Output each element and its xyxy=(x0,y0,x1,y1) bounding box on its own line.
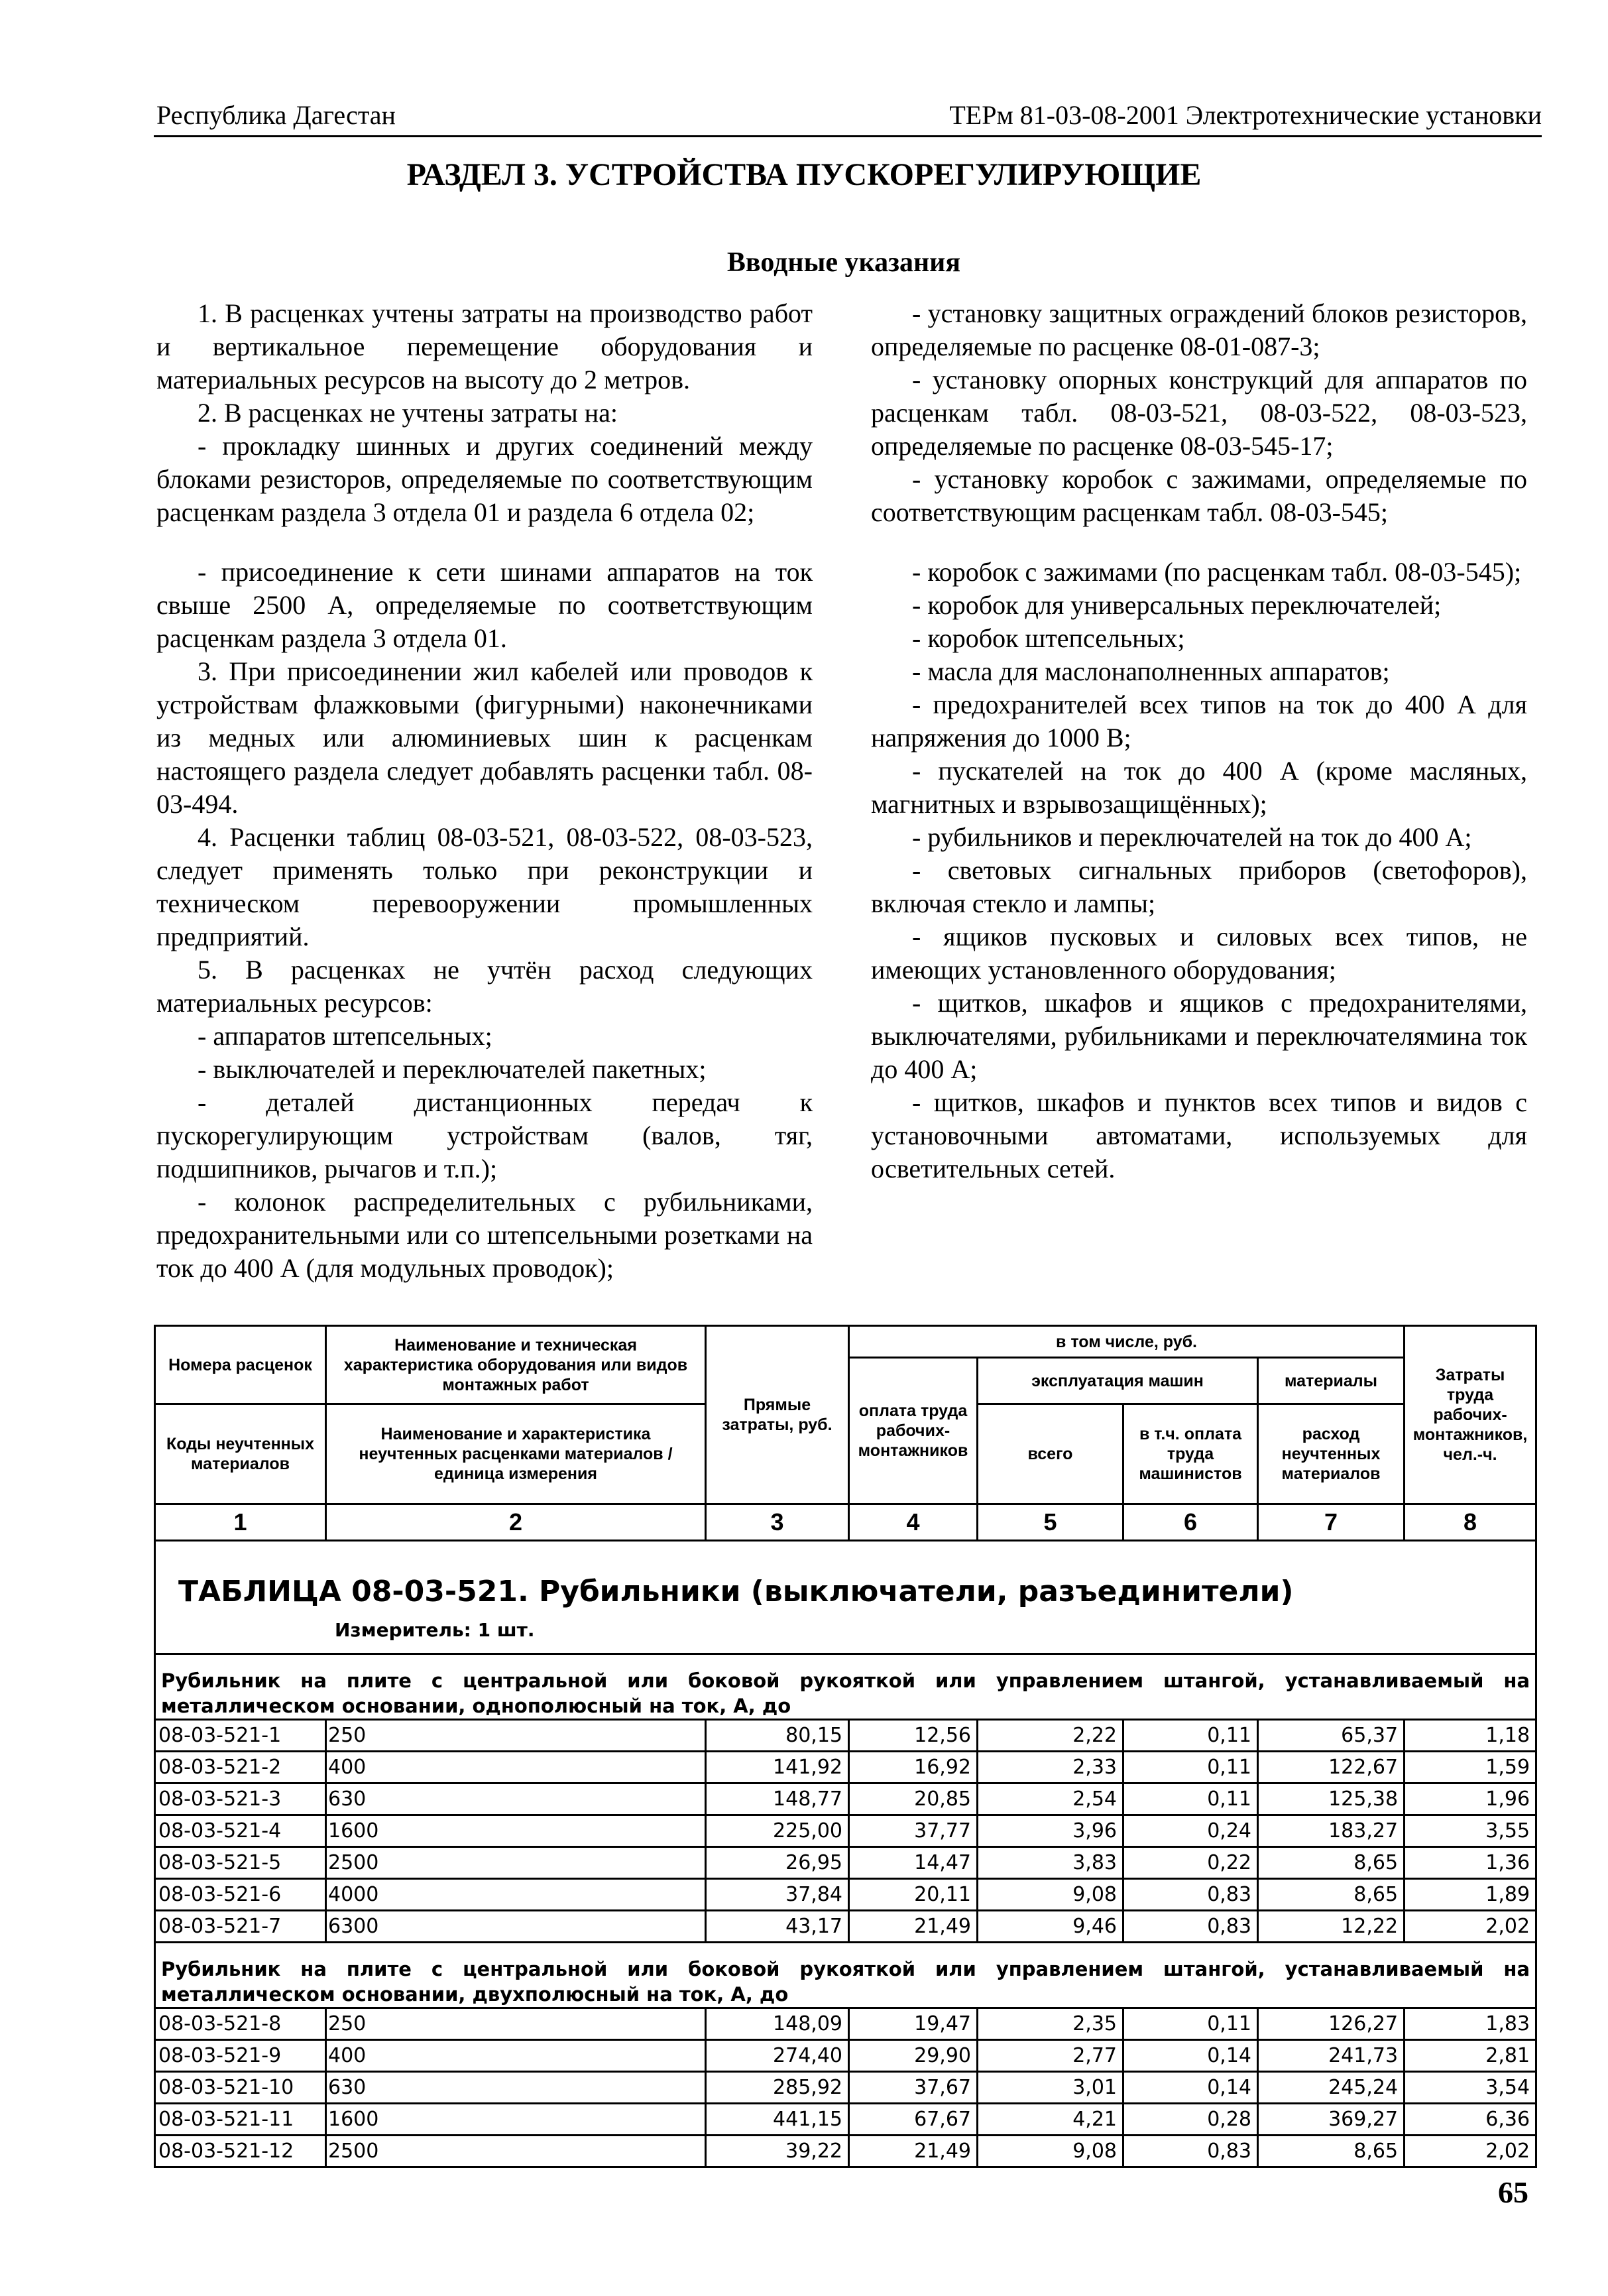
direct-costs: 274,40 xyxy=(706,2040,849,2072)
machines-total: 2,77 xyxy=(978,2040,1123,2072)
column-bottom-right xyxy=(871,556,1527,1185)
machinist-pay: 0,11 xyxy=(1123,1783,1258,1815)
machinist-pay: 0,11 xyxy=(1123,2008,1258,2040)
page-number: 65 xyxy=(1498,2175,1528,2209)
header-incl-machinist: в т.ч. оплата труда машинистов xyxy=(1123,1404,1258,1504)
table-row xyxy=(155,1752,1536,1783)
labor-hours: 3,55 xyxy=(1405,1815,1536,1847)
machines-total: 3,01 xyxy=(978,2072,1123,2104)
machines-total: 9,08 xyxy=(978,1879,1123,1911)
labor-hours: 6,36 xyxy=(1405,2104,1536,2136)
rate-code: 08-03-521-4 xyxy=(155,1815,326,1847)
direct-costs: 225,00 xyxy=(706,1815,849,1847)
header-including: в том числе, руб. xyxy=(849,1326,1405,1358)
rate-code: 08-03-521-7 xyxy=(155,1911,326,1943)
materials: 126,27 xyxy=(1258,2008,1405,2040)
current-rating: 630 xyxy=(326,1783,706,1815)
column-number: 1 xyxy=(155,1504,326,1541)
machines-total: 9,46 xyxy=(978,1911,1123,1943)
labor-pay: 20,85 xyxy=(849,1783,978,1815)
paragraph: 2. В расценках не учтены затраты на: xyxy=(198,398,618,428)
machines-total: 2,35 xyxy=(978,2008,1123,2040)
machinist-pay: 0,22 xyxy=(1123,1847,1258,1879)
table-row xyxy=(155,1783,1536,1815)
table-row xyxy=(155,2040,1536,2072)
table-row xyxy=(155,1847,1536,1879)
paragraph: - рубильников и переключателей на ток до 400 А; xyxy=(912,822,1472,852)
labor-pay: 21,49 xyxy=(849,2136,978,2167)
paragraph: - деталей дистанционных передач к пускорегулирующим устройствам (валов, тяг, подшипников, рычагов и т.п.); xyxy=(156,1087,813,1183)
labor-hours: 1,36 xyxy=(1405,1847,1536,1879)
machinist-pay: 0,28 xyxy=(1123,2104,1258,2136)
paragraph: - пускателей на ток до 400 А (кроме масляных, магнитных и взрывозащищённых); xyxy=(871,756,1527,819)
column-number: 3 xyxy=(706,1504,849,1541)
paragraph: - установку защитных ограждений блоков резисторов, определяемые по расценке 08-01-087-3; xyxy=(871,298,1527,361)
paragraph: - масла для маслонаполненных аппаратов; xyxy=(912,656,1390,686)
rate-code: 08-03-521-2 xyxy=(155,1752,326,1783)
machines-total: 3,83 xyxy=(978,1847,1123,1879)
labor-pay: 67,67 xyxy=(849,2104,978,2136)
labor-hours: 1,83 xyxy=(1405,2008,1536,2040)
machinist-pay: 0,83 xyxy=(1123,2136,1258,2167)
rates-table xyxy=(154,1325,1537,2168)
direct-costs: 148,09 xyxy=(706,2008,849,2040)
paragraph: - коробок для универсальных переключателей; xyxy=(912,590,1442,620)
materials: 241,73 xyxy=(1258,2040,1405,2072)
machinist-pay: 0,83 xyxy=(1123,1911,1258,1943)
column-number: 6 xyxy=(1123,1504,1258,1541)
labor-pay: 19,47 xyxy=(849,2008,978,2040)
direct-costs: 441,15 xyxy=(706,2104,849,2136)
current-rating: 2500 xyxy=(326,1847,706,1879)
machines-total: 2,54 xyxy=(978,1783,1123,1815)
materials: 245,24 xyxy=(1258,2072,1405,2104)
direct-costs: 26,95 xyxy=(706,1847,849,1879)
machines-total: 2,33 xyxy=(978,1752,1123,1783)
table-row xyxy=(155,1911,1536,1943)
paragraph: - установку коробок с зажимами, определяемые по соответствующим расценкам табл. 08-03-545; xyxy=(871,464,1527,527)
rate-code: 08-03-521-10 xyxy=(155,2072,326,2104)
running-header-left: Республика Дагестан xyxy=(156,100,396,130)
column-bottom-left xyxy=(156,556,813,1285)
current-rating: 1600 xyxy=(326,1815,706,1847)
table-unit: Измеритель: 1 шт. xyxy=(335,1619,535,1641)
labor-hours: 3,54 xyxy=(1405,2072,1536,2104)
intro-block-top xyxy=(154,297,1535,529)
paragraph: - установку опорных конструкций для аппаратов по расценкам табл. 08-03-521, 08-03-522, 08-03-523, определяемые по расценке 08-03-545-17; xyxy=(871,365,1527,461)
direct-costs: 37,84 xyxy=(706,1879,849,1911)
header-rule xyxy=(154,135,1542,137)
table-row xyxy=(155,1720,1536,1752)
materials: 369,27 xyxy=(1258,2104,1405,2136)
machinist-pay: 0,14 xyxy=(1123,2072,1258,2104)
paragraph: - коробок штепсельных; xyxy=(912,623,1185,653)
direct-costs: 285,92 xyxy=(706,2072,849,2104)
paragraph: - ящиков пусковых и силовых всех типов, не имеющих установленного оборудования; xyxy=(871,922,1527,985)
header-labor-pay: оплата труда рабочих-монтажников xyxy=(849,1358,978,1504)
paragraph: - щитков, шкафов и ящиков с предохранителями, выключателями, рубильниками и переключателямина ток до 400 А; xyxy=(871,988,1527,1084)
table-row xyxy=(155,2072,1536,2104)
current-rating: 6300 xyxy=(326,1911,706,1943)
header-materials: материалы xyxy=(1258,1358,1405,1404)
group-heading: Рубильник на плите с центральной или боковой рукояткой или управлением штангой, устанавливаемый на металлическом основании, однополюсный на ток, А, до xyxy=(155,1654,1536,1720)
column-numbers-row xyxy=(155,1504,1536,1541)
labor-pay: 20,11 xyxy=(849,1879,978,1911)
rate-code: 08-03-521-9 xyxy=(155,2040,326,2072)
header-name-bottom: Наименование и характеристика неучтенных расценками материалов / единица измерения xyxy=(326,1404,706,1504)
labor-hours: 2,02 xyxy=(1405,2136,1536,2167)
column-number: 7 xyxy=(1258,1504,1405,1541)
labor-hours: 1,59 xyxy=(1405,1752,1536,1783)
labor-pay: 14,47 xyxy=(849,1847,978,1879)
machinist-pay: 0,14 xyxy=(1123,2040,1258,2072)
table-title: ТАБЛИЦА 08-03-521. Рубильники (выключатели, разъединители) xyxy=(178,1575,1294,1608)
intro-title: Вводные указания xyxy=(726,247,961,278)
header-machines: эксплуатация машин xyxy=(978,1358,1258,1404)
rate-code: 08-03-521-1 xyxy=(155,1720,326,1752)
machines-total: 9,08 xyxy=(978,2136,1123,2167)
header-materials-use: расход неучтенных материалов xyxy=(1258,1404,1405,1504)
materials: 8,65 xyxy=(1258,1879,1405,1911)
paragraph: - аппаратов штепсельных; xyxy=(198,1021,492,1051)
paragraph: 3. При присоединении жил кабелей или проводов к устройствам флажковыми (фигурными) наконечниками из медных или алюминиевых шин к расценкам настоящего раздела следует добавлять расценки табл. 08-03-494. xyxy=(156,656,813,819)
paragraph: - присоединение к сети шинами аппаратов на ток свыше 2500 А, определяемые по соответствующим расценкам раздела 3 отдела 01. xyxy=(156,557,813,653)
paragraph: 5. В расценках не учтён расход следующих материальных ресурсов: xyxy=(156,955,813,1018)
direct-costs: 141,92 xyxy=(706,1752,849,1783)
machinist-pay: 0,24 xyxy=(1123,1815,1258,1847)
labor-pay: 16,92 xyxy=(849,1752,978,1783)
current-rating: 250 xyxy=(326,1720,706,1752)
paragraph: - прокладку шинных и других соединений между блоками резисторов, определяемые по соответствующим расценкам раздела 3 отдела 01 и раздела 6 отдела 02; xyxy=(156,431,813,527)
column-number: 2 xyxy=(326,1504,706,1541)
labor-pay: 37,77 xyxy=(849,1815,978,1847)
machinist-pay: 0,11 xyxy=(1123,1720,1258,1752)
current-rating: 2500 xyxy=(326,2136,706,2167)
intro-block-bottom xyxy=(154,556,1535,1285)
current-rating: 400 xyxy=(326,2040,706,2072)
paragraph: - колонок распределительных с рубильниками, предохранительными или со штепсельными розетками на ток до 400 А (для модульных проводок); xyxy=(156,1187,813,1283)
group-heading: Рубильник на плите с центральной или боковой рукояткой или управлением штангой, устанавливаемый на металлическом основании, двухполюсный на ток, А, до xyxy=(155,1943,1536,2008)
group-heading-row xyxy=(155,1943,1536,2008)
materials: 8,65 xyxy=(1258,2136,1405,2167)
rate-code: 08-03-521-11 xyxy=(155,2104,326,2136)
header-codes: Коды неучтенных материалов xyxy=(155,1404,326,1504)
column-top-left xyxy=(156,297,813,529)
paragraph: 1. В расценках учтены затраты на производство работ и вертикальное перемещение оборудования и материальных ресурсов на высоту до 2 метров. xyxy=(156,298,813,394)
running-header-right: ТЕРм 81-03-08-2001 Электротехнические установки xyxy=(949,100,1542,130)
materials: 122,67 xyxy=(1258,1752,1405,1783)
column-number: 4 xyxy=(849,1504,978,1541)
table-title-cell xyxy=(155,1541,1536,1654)
materials: 12,22 xyxy=(1258,1911,1405,1943)
direct-costs: 148,77 xyxy=(706,1783,849,1815)
rate-code: 08-03-521-3 xyxy=(155,1783,326,1815)
paragraph: - щитков, шкафов и пунктов всех типов и видов с установочными автоматами, используемых для осветительных сетей. xyxy=(871,1087,1527,1183)
header-total: всего xyxy=(978,1404,1123,1504)
page-body xyxy=(154,297,1535,2210)
materials: 125,38 xyxy=(1258,1783,1405,1815)
header-direct-costs: Прямые затраты, руб. xyxy=(706,1326,849,1504)
paragraph: - коробок с зажимами (по расценкам табл. 08-03-545); xyxy=(912,557,1522,587)
rate-code: 08-03-521-8 xyxy=(155,2008,326,2040)
table-row xyxy=(155,2104,1536,2136)
labor-hours: 1,89 xyxy=(1405,1879,1536,1911)
materials: 183,27 xyxy=(1258,1815,1405,1847)
labor-hours: 1,18 xyxy=(1405,1720,1536,1752)
machines-total: 4,21 xyxy=(978,2104,1123,2136)
paragraph: - предохранителей всех типов на ток до 400 А для напряжения до 1000 В; xyxy=(871,690,1527,753)
column-number: 8 xyxy=(1405,1504,1536,1541)
labor-pay: 21,49 xyxy=(849,1911,978,1943)
labor-pay: 29,90 xyxy=(849,2040,978,2072)
paragraph: - выключателей и переключателей пакетных; xyxy=(198,1054,707,1084)
paragraph: - световых сигнальных приборов (светофоров), включая стекло и лампы; xyxy=(871,855,1527,918)
current-rating: 630 xyxy=(326,2072,706,2104)
materials: 8,65 xyxy=(1258,1847,1405,1879)
machinist-pay: 0,83 xyxy=(1123,1879,1258,1911)
rate-code: 08-03-521-6 xyxy=(155,1879,326,1911)
header-name-top: Наименование и техническая характеристика оборудования или видов монтажных работ xyxy=(326,1326,706,1404)
labor-hours: 2,02 xyxy=(1405,1911,1536,1943)
machines-total: 3,96 xyxy=(978,1815,1123,1847)
rate-code: 08-03-521-5 xyxy=(155,1847,326,1879)
header-rate-numbers: Номера расценок xyxy=(155,1326,326,1404)
table-row xyxy=(155,2008,1536,2040)
paragraph: 4. Расценки таблиц 08-03-521, 08-03-522, 08-03-523, следует применять только при реконструкции и техническом перевооружении промышленных предприятий. xyxy=(156,822,813,951)
group-heading-row xyxy=(155,1654,1536,1720)
machinist-pay: 0,11 xyxy=(1123,1752,1258,1783)
table-row xyxy=(155,2136,1536,2167)
current-rating: 4000 xyxy=(326,1879,706,1911)
table-row xyxy=(155,1879,1536,1911)
labor-pay: 37,67 xyxy=(849,2072,978,2104)
column-top-right xyxy=(871,297,1527,529)
section-title: РАЗДЕЛ 3. УСТРОЙСТВА ПУСКОРЕГУЛИРУЮЩИЕ xyxy=(406,157,1202,192)
direct-costs: 39,22 xyxy=(706,2136,849,2167)
current-rating: 250 xyxy=(326,2008,706,2040)
labor-pay: 12,56 xyxy=(849,1720,978,1752)
machines-total: 2,22 xyxy=(978,1720,1123,1752)
table-row xyxy=(155,1815,1536,1847)
current-rating: 400 xyxy=(326,1752,706,1783)
header-labor-hours: Затраты труда рабочих-монтажников, чел.-ч. xyxy=(1405,1326,1536,1504)
labor-hours: 2,81 xyxy=(1405,2040,1536,2072)
labor-hours: 1,96 xyxy=(1405,1783,1536,1815)
direct-costs: 80,15 xyxy=(706,1720,849,1752)
current-rating: 1600 xyxy=(326,2104,706,2136)
column-number: 5 xyxy=(978,1504,1123,1541)
rate-code: 08-03-521-12 xyxy=(155,2136,326,2167)
materials: 65,37 xyxy=(1258,1720,1405,1752)
direct-costs: 43,17 xyxy=(706,1911,849,1943)
